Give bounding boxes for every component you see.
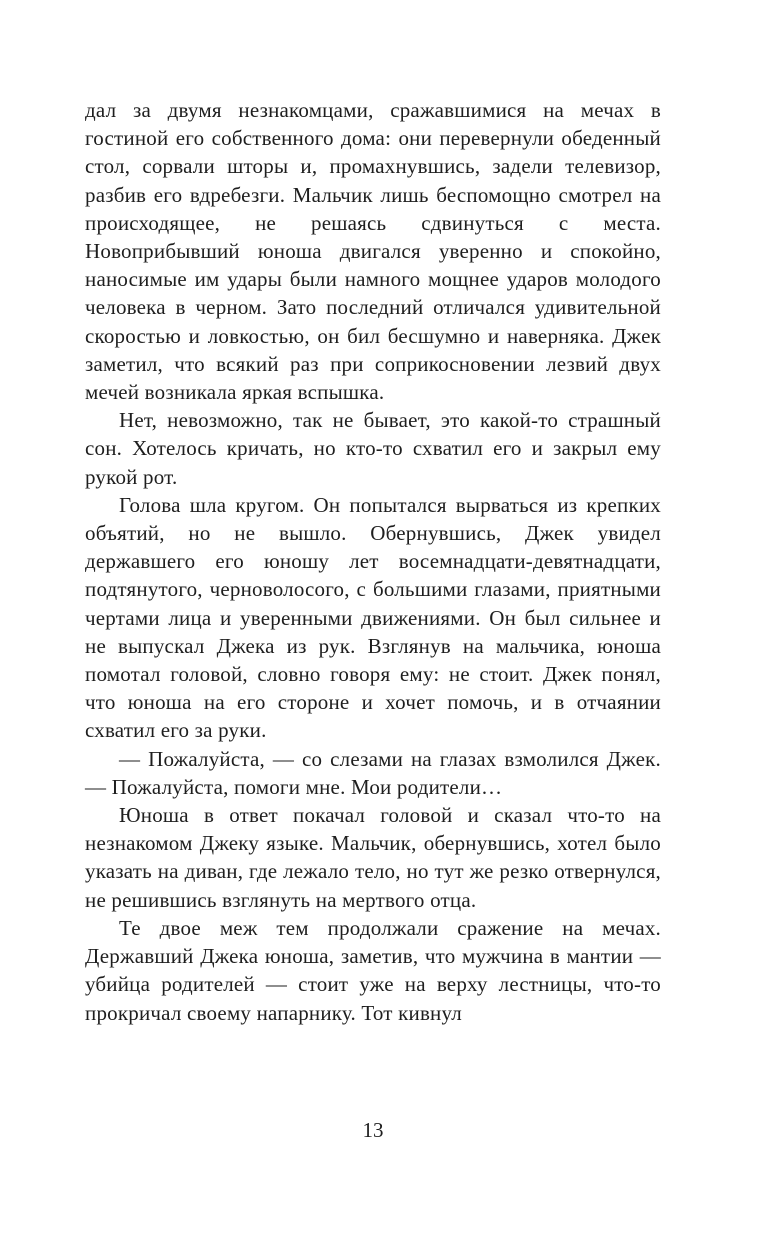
paragraph: Нет, невозможно, так не бывает, это какой-то страшный сон. Хотелось кричать, но кто-то схватил его и закрыл ему рукой рот. [85,408,661,489]
paragraph: Те двое меж тем продолжали сражение на мечах. Державший Джека юноша, заметив, что мужчина в мантии — убийца родителей — стоит уже на верху лестницы, что-то прокричал своему напарнику. Тот кивнул [85,915,661,1025]
paragraph: Голова шла кругом. Он попытался вырваться из крепких объятий, но не вышло. Обернувшись, Джек увидел державшего его юношу лет восемнадцати-девятнадцати, подтянутого, черноволосого, с большими глазами, приятными чертами лица и уверенными движениями. Он был сильнее и не выпускал Джека из рук. Взглянув на мальчика, юноша помотал головой, словно говоря ему: не стоит. Джек понял, что юноша на его стороне и хочет помочь, и в отчаянии схватил его за руки. [85,492,661,743]
paragraph-dialogue: — Пожалуйста, — со слезами на глазах взмолился Джек. — Пожалуйста, помоги мне. Мои родители… [85,746,661,799]
paragraph: Юноша в ответ покачал головой и сказал что-то на незнакомом Джеку языке. Мальчик, обернувшись, хотел было указать на диван, где лежало тело, но тут же резко отвернулся, не решившись взглянуть на мертвого отца. [85,803,661,912]
paragraph-continuation: дал за двумя незнакомцами, сражавшимися на мечах в гостиной его собственного дома: они перевернули обеденный стол, сорвали шторы и, промахнувшись, задели телевизор, разбив его вдребезги. Мальчик лишь беспомощно смотрел на происходящее, не решаясь сдвинуться с места. Новоприбывший юноша двигался уверенно и спокойно, наносимые им удары были намного мощнее ударов молодого человека в черном. Зато последний отличался удивительной скоростью и ловкостью, он бил бесшумно и наверняка. Джек заметил, что всякий раз при соприкосновении лезвий двух мечей возникала яркая вспышка. [85,98,661,405]
page-text [85,96,661,1027]
page-number: 13 [362,1118,384,1142]
